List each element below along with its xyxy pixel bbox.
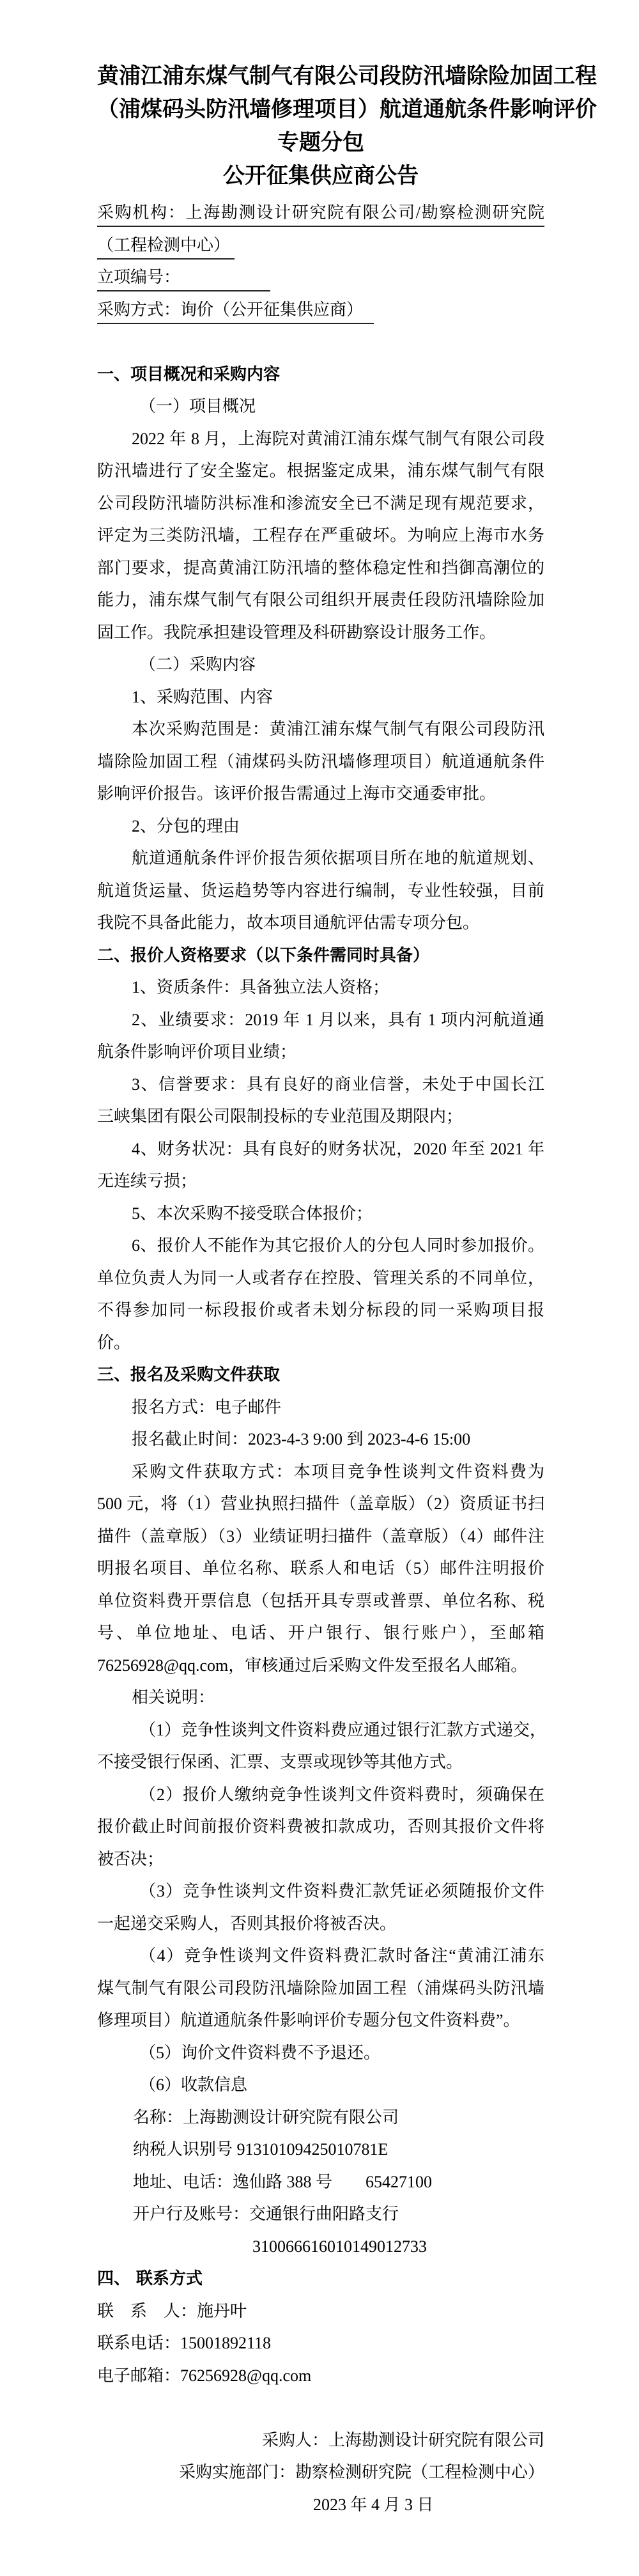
section-heading-line: 四、 联系方式 — [97, 2269, 203, 2288]
paragraph-line: 单位资料费开票信息（包括开具专票或普票、单位名称、税 — [97, 1591, 544, 1610]
signature-date-line: 2023 年 4 月 3 日 — [313, 2495, 434, 2514]
underlined-field-text: 采购方式：询价（公开征集供应商） — [97, 297, 374, 324]
signature-block — [97, 2425, 544, 2489]
procurement-info-field-line — [97, 261, 544, 294]
payment-info-line: 开户行及账号：交通银行曲阳路支行 — [133, 2205, 399, 2223]
paragraph-line: 1、资质条件：具备独立法人资格； — [132, 978, 390, 997]
payment-info-line: 纳税人识别号 91310109425010781E — [133, 2140, 389, 2159]
paragraph — [97, 1133, 544, 1198]
paragraph-line: 号、单位地址、电话、开户银行、银行账户），至邮箱 — [97, 1624, 544, 1642]
paragraph-line: 2、业绩要求：2019 年 1 月以来，具有 1 项内河航道通 — [132, 1010, 544, 1029]
note-paragraph — [97, 1940, 544, 2037]
paragraph-line: 价。 — [97, 1333, 131, 1352]
procurement-info-field-line — [97, 294, 544, 327]
note-paragraph-line: 不接受银行保函、汇票、支票或现钞等其他方式。 — [97, 1753, 463, 1771]
paragraph-line: 三峡集团有限公司限制投标的专业范围及期限内； — [97, 1107, 463, 1126]
paragraph — [97, 842, 544, 940]
document-title — [97, 60, 597, 193]
note-paragraph — [97, 2037, 544, 2070]
bank-account-number-line: 310066616010149012733 — [252, 2237, 427, 2256]
paragraph — [97, 423, 544, 649]
subsection-heading-line: （一）项目概况 — [139, 397, 256, 415]
document-title-line: （浦煤码头防汛墙修理项目）航道通航条件影响评价 — [97, 98, 597, 121]
paragraph-line: 影响评价报告。该评价报告需通过上海市交通委审批。 — [97, 784, 497, 803]
paragraph-line: 报名方式：电子邮件 — [132, 1397, 282, 1416]
paragraph-line: 5、本次采购不接受联合体报价； — [132, 1204, 373, 1223]
paragraph-line: 不得参加同一标段报价或者未划分标段的同一采购项目报 — [97, 1301, 544, 1319]
payment-info-line: 地址、电话：逸仙路 388 号 65427100 — [133, 2172, 433, 2191]
bank-account-number — [97, 2231, 544, 2263]
paragraph-line: 3、信誉要求：具有良好的商业信誉，未处于中国长江 — [132, 1075, 544, 1094]
paragraph — [97, 1198, 544, 1230]
section-heading-line: 三、报名及采购文件获取 — [97, 1365, 281, 1385]
contact-info-line: 联 系 人：施丹叶 — [97, 2301, 247, 2320]
section-heading — [97, 2263, 544, 2295]
paragraph-line: 防汛墙进行了安全鉴定。根据鉴定成果，浦东煤气制气有限 — [97, 462, 544, 480]
note-paragraph — [97, 2069, 544, 2102]
note-paragraph — [97, 1779, 544, 1876]
paragraph — [97, 1069, 544, 1133]
paragraph-line: 1、采购范围、内容 — [132, 687, 273, 706]
note-paragraph — [97, 1875, 544, 1940]
paragraph-line: 单位负责人为同一人或者存在控股、管理关系的不同单位， — [97, 1268, 544, 1287]
paragraph-line: 采购文件获取方式：本项目竞争性谈判文件资料费为 — [132, 1462, 544, 1481]
paragraph — [97, 1424, 544, 1456]
paragraph-line: 报名截止时间：2023-4-3 9:00 到 2023-4-6 15:00 — [132, 1430, 471, 1448]
paragraph-line: 2、分包的理由 — [132, 816, 240, 835]
paragraph-line: 无连续亏损； — [97, 1172, 197, 1190]
note-paragraph-line: （1）竞争性谈判文件资料费应通过银行汇款方式递交， — [139, 1720, 547, 1739]
signature-date — [97, 2489, 544, 2522]
paragraph-line: 能力，浦东煤气制气有限公司组织开展责任段防汛墙除险加 — [97, 591, 544, 609]
note-paragraph-line: 一起递交采购人，否则其报价将被否决。 — [97, 1914, 397, 1933]
paragraph — [97, 681, 544, 714]
paragraph-line: 航道货运量、货运趋势等内容进行编制，专业性较强，目前 — [97, 881, 544, 900]
payment-info — [97, 2102, 544, 2231]
announcement-document — [97, 60, 597, 2521]
paragraph — [97, 1230, 544, 1359]
procurement-info-field-line — [97, 197, 544, 229]
paragraph-line: 航道通航条件评价报告须依据项目所在地的航道规划、 — [132, 849, 544, 867]
section-heading — [97, 940, 544, 972]
paragraph-line: 500 元，将（1）营业执照扫描件（盖章版）（2）资质证书扫 — [97, 1494, 544, 1513]
procurement-info-field — [97, 197, 544, 326]
paragraph — [97, 1456, 544, 1682]
signature-block-line: 采购人：上海勘测设计研究院有限公司 — [261, 2430, 544, 2449]
note-paragraph-line: （6）收款信息 — [139, 2076, 248, 2094]
subsection-heading — [97, 391, 544, 423]
paragraph-line: 航条件影响评价项目业绩； — [97, 1043, 297, 1061]
paragraph-line: 墙除险加固工程（浦煤码头防汛墙修理项目）航道通航条件 — [97, 752, 544, 771]
paragraph — [97, 713, 544, 811]
paragraph-line: 4、财务状况：具有良好的财务状况，2020 年至 2021 年 — [132, 1139, 544, 1158]
paragraph — [97, 811, 544, 843]
paragraph-line: 公司段防汛墙防洪标准和渗流安全已不满足现有规范要求， — [97, 493, 544, 513]
document-title-line: 黄浦江浦东煤气制气有限公司段防汛墙除险加固工程 — [97, 65, 597, 88]
contact-info-line: 电子邮箱：76256928@qq.com — [97, 2366, 312, 2385]
underlined-field-text: （工程检测中心） — [97, 233, 235, 260]
subsection-heading-line: （二）采购内容 — [139, 655, 256, 674]
signature-block-line: 采购实施部门：勘察检测研究院（工程检测中心） — [178, 2463, 544, 2481]
paragraph — [97, 1004, 544, 1069]
paragraph — [97, 1392, 544, 1424]
procurement-info-field-line — [97, 229, 544, 262]
paragraph-line: 相关说明： — [132, 1688, 215, 1707]
paragraph-line: 我院不具备此能力，故本项目通航评估需专项分包。 — [97, 913, 480, 932]
contact-info-line: 联系电话：15001892118 — [97, 2334, 272, 2352]
note-paragraph — [97, 1714, 547, 1779]
document-title-line: 公开征集供应商公告 — [223, 164, 419, 188]
paragraph-line: 部门要求，提高黄浦江防汛墙的整体稳定性和挡御高潮位的 — [97, 558, 544, 577]
note-paragraph-line: 修理项目）航道通航条件影响评价专题分包文件资料费”。 — [97, 2011, 520, 2029]
note-paragraph-line: （4）竞争性谈判文件资料费汇款时备注“黄浦江浦东 — [139, 1946, 544, 1965]
paragraph-line: 6、报价人不能作为其它报价人的分包人同时参加报价。 — [132, 1236, 544, 1255]
section-heading-line: 一、项目概况和采购内容 — [97, 364, 281, 384]
paragraph-line: 固工作。我院承担建设管理及科研勘察设计服务工作。 — [97, 623, 497, 642]
subsection-heading — [97, 649, 544, 681]
note-paragraph-line: （3）竞争性谈判文件资料费汇款凭证必须随报价文件 — [139, 1882, 544, 1900]
paragraph-line: 明报名项目、单位名称、联系人和电话（5）邮件注明报价 — [97, 1559, 544, 1578]
contact-info — [97, 2295, 544, 2393]
section-heading — [97, 359, 544, 391]
payment-info-line: 名称：上海勘测设计研究院有限公司 — [133, 2107, 399, 2127]
section-heading — [97, 1359, 544, 1392]
underlined-field-text: 采购机构：上海勘测设计研究院有限公司/勘察检测研究院 — [97, 200, 544, 227]
paragraph — [97, 1682, 544, 1714]
paragraph-line: 描件（盖章版）（3）业绩证明扫描件（盖章版）（4）邮件注 — [97, 1526, 544, 1546]
note-paragraph-line: （5）询价文件资料费不予退还。 — [139, 2043, 381, 2062]
note-paragraph-line: 被否决； — [97, 1849, 164, 1868]
note-paragraph-line: （2）报价人缴纳竞争性谈判文件资料费时，须确保在 — [139, 1785, 544, 1804]
note-paragraph-line: 报价截止时间前报价资料费被扣款成功，否则其报价文件将 — [97, 1817, 544, 1836]
paragraph-line: 76256928@qq.com，审核通过后采购文件发至报名人邮箱。 — [97, 1656, 528, 1675]
document-title-line: 专题分包 — [277, 131, 364, 155]
section-heading-line: 二、报价人资格要求（以下条件需同时具备） — [97, 945, 430, 965]
paragraph-line: 评定为三类防汛墙，工程存在严重破坏。为响应上海市水务 — [97, 526, 544, 545]
paragraph-line: 本次采购范围是：黄浦江浦东煤气制气有限公司段防汛 — [132, 720, 544, 738]
note-paragraph-line: 煤气制气有限公司段防汛墙除险加固工程（浦煤码头防汛墙 — [97, 1978, 544, 1998]
paragraph — [97, 972, 544, 1004]
underlined-field-text: 立项编号： — [97, 265, 270, 291]
paragraph-line: 2022 年 8 月，上海院对黄浦江浦东煤气制气有限公司段 — [132, 429, 544, 448]
